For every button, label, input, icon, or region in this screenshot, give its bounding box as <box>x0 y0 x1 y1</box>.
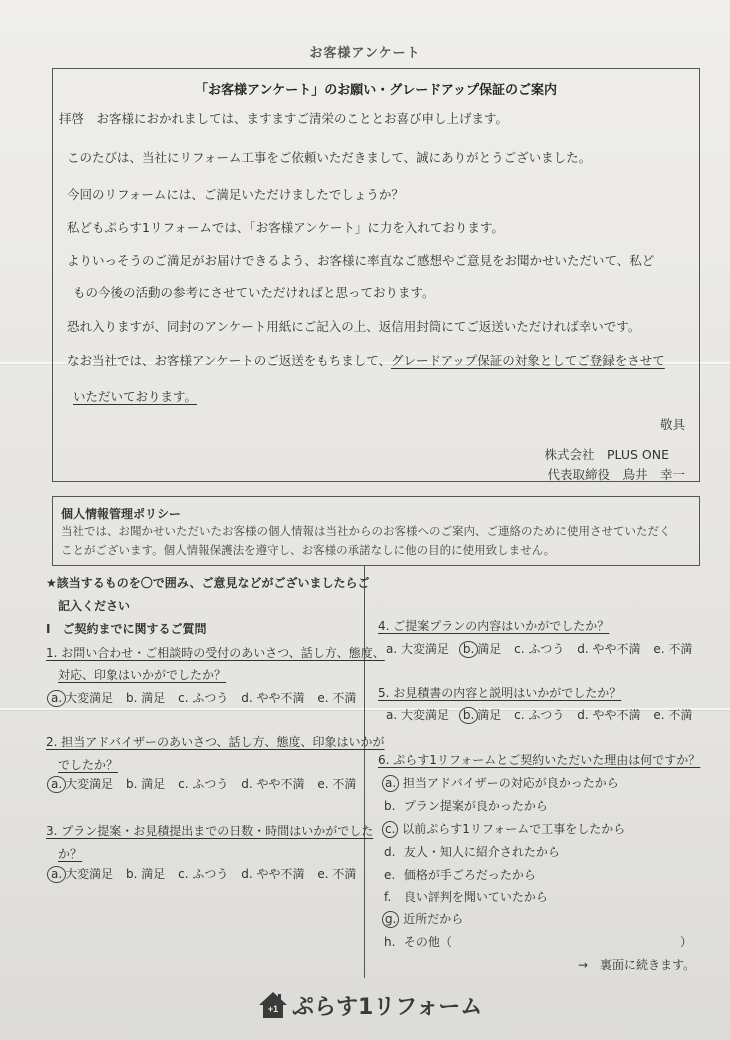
reason-b[interactable]: b. プラン提案が良かったから <box>384 799 548 813</box>
closing-text: 敬具 <box>659 417 685 432</box>
reason-d[interactable]: d. 友人・知人に紹介されたから <box>384 845 560 859</box>
option-b-selected[interactable]: b. 満足 <box>462 706 501 724</box>
question-5-options <box>386 706 701 724</box>
company-name: 株式会社 PLUS ONE <box>544 447 669 462</box>
option-d[interactable]: d. やや不満 <box>241 691 305 705</box>
option-b[interactable]: b. 満足 <box>126 777 166 791</box>
option-c[interactable]: c. ふつう <box>178 777 229 791</box>
option-e[interactable]: e. 不満 <box>653 708 693 722</box>
question-1-text-cont: 対応、印象はいかがでしたか？ <box>58 668 227 682</box>
option-a[interactable]: a. 大変満足 <box>386 642 450 656</box>
reason-g-selected[interactable]: g. 近所だから <box>384 910 463 928</box>
option-a-selected[interactable]: a. 大変満足 <box>50 689 113 707</box>
letter-line: このたびは、当社にリフォーム工事をご依頼いただきまして、誠にありがとうございました。 <box>67 150 592 165</box>
privacy-policy-line: 当社では、お聞かせいただいたお客様の個人情報は当社からのお客様へのご案内、ご連絡のために使用させていただく <box>61 524 671 538</box>
question-4-text: 4. ご提案プランの内容はいかがでしたか？ <box>378 619 610 633</box>
question-2-options <box>50 775 365 793</box>
svg-text:+1: +1 <box>267 1004 279 1014</box>
question-2-text-cont: でしたか？ <box>58 758 119 772</box>
letter-line: もの今後の活動の参考にさせていただければと思っております。 <box>73 285 435 300</box>
option-d[interactable]: d. やや不満 <box>577 642 641 656</box>
letter-line: 拝啓 お客様におかれましては、ますますご清栄のこととお喜び申し上げます。 <box>59 111 509 126</box>
letter-line: 私どもぷらす1リフォームでは、「お客様アンケート」に力を入れております。 <box>67 220 504 235</box>
question-3-options <box>50 865 365 883</box>
option-d[interactable]: d. やや不満 <box>577 708 641 722</box>
question-3-text-cont: か？ <box>58 847 83 861</box>
option-e[interactable]: e. 不満 <box>317 867 357 881</box>
reason-e[interactable]: e. 価格が手ごろだったから <box>384 868 536 882</box>
document-title: お客様アンケート <box>309 46 421 61</box>
question-4-options <box>386 640 701 658</box>
letter-line8-prefix: なお当社では、お客様アンケートのご返送をもちまして、 <box>67 353 392 368</box>
question-1-text: 1. お問い合わせ・ご相談時の受付のあいさつ、話し方、態度、 <box>46 646 385 660</box>
reason-a-selected[interactable]: a. 担当アドバイザーの対応が良かったから <box>384 774 619 792</box>
option-c[interactable]: c. ふつう <box>178 867 229 881</box>
question-3-text: 3. プラン提案・お見積提出までの日数・時間はいかがでした <box>46 824 374 838</box>
company-logo <box>258 990 482 1020</box>
letter-line: 今回のリフォームには、ご満足いただけましたでしょうか？ <box>67 187 404 202</box>
privacy-policy-line: ことがございます。個人情報保護法を遵守し、お客様の承諾なしに他の目的に使用致しません。 <box>61 543 556 557</box>
option-b[interactable]: b. 満足 <box>126 691 166 705</box>
letter-line: 恐れ入りますが、同封のアンケート用紙にご記入の上、返信用封筒にてご返送いただければ幸いです。 <box>67 319 641 334</box>
letter-box <box>52 68 700 482</box>
option-a-selected[interactable]: a. 大変満足 <box>50 775 113 793</box>
option-a[interactable]: a. 大変満足 <box>386 708 450 722</box>
letter-line9: いただいております。 <box>73 389 198 404</box>
house-logo-icon <box>258 991 288 1019</box>
privacy-policy-title: 個人情報管理ポリシー <box>61 507 182 521</box>
option-e[interactable]: e. 不満 <box>317 777 357 791</box>
option-e[interactable]: e. 不満 <box>653 642 693 656</box>
option-d[interactable]: d. やや不満 <box>241 867 305 881</box>
option-b[interactable]: b. 満足 <box>126 867 166 881</box>
letter-line <box>67 351 665 369</box>
question-5-text: 5. お見積書の内容と説明はいかがでしたか？ <box>378 686 622 700</box>
option-e[interactable]: e. 不満 <box>317 691 357 705</box>
other-field-close: ） <box>680 935 693 949</box>
column-divider <box>364 566 365 978</box>
option-c[interactable]: c. ふつう <box>514 642 565 656</box>
reason-h-other[interactable]: h. その他（ <box>384 935 452 949</box>
representative-name: 代表取締役 鳥井 幸一 <box>547 467 685 482</box>
question-2-text: 2. 担当アドバイザーのあいさつ、話し方、態度、印象はいかが <box>46 735 385 749</box>
reason-c-selected[interactable]: c. 以前ぷらす1リフォームで工事をしたから <box>384 820 625 838</box>
reason-f[interactable]: f. 良い評判を聞いていたから <box>384 890 548 904</box>
option-c[interactable]: c. ふつう <box>178 691 229 705</box>
grade-up-guarantee-text: グレードアップ保証の対象としてご登録をさせて <box>391 353 665 368</box>
instruction-line: 記入ください <box>58 599 131 613</box>
privacy-policy-box <box>52 496 700 566</box>
section-title: Ⅰ ご契約までに関するご質問 <box>46 622 207 636</box>
question-6-text: 6. ぷらす1リフォームとご契約いただいた理由は何ですか？ <box>378 753 701 767</box>
question-1-options <box>50 689 365 707</box>
option-a-selected[interactable]: a. 大変満足 <box>50 865 113 883</box>
option-c[interactable]: c. ふつう <box>514 708 565 722</box>
letter-line: よりいっそうのご満足がお届けできるよう、お客様に率直なご感想やご意見をお聞かせいただいて、私ど <box>67 253 655 268</box>
logo-text: ぷらす1リフォーム <box>292 994 483 1020</box>
continue-note: → 裏面に続きます。 <box>578 958 696 972</box>
instruction-line: ★該当するものを〇で囲み、ご意見などがございましたらご <box>46 576 370 590</box>
option-d[interactable]: d. やや不満 <box>241 777 305 791</box>
option-b-selected[interactable]: b. 満足 <box>462 640 501 658</box>
letter-heading: 「お客様アンケート」のお願い・グレードアップ保証のご案内 <box>195 83 557 98</box>
